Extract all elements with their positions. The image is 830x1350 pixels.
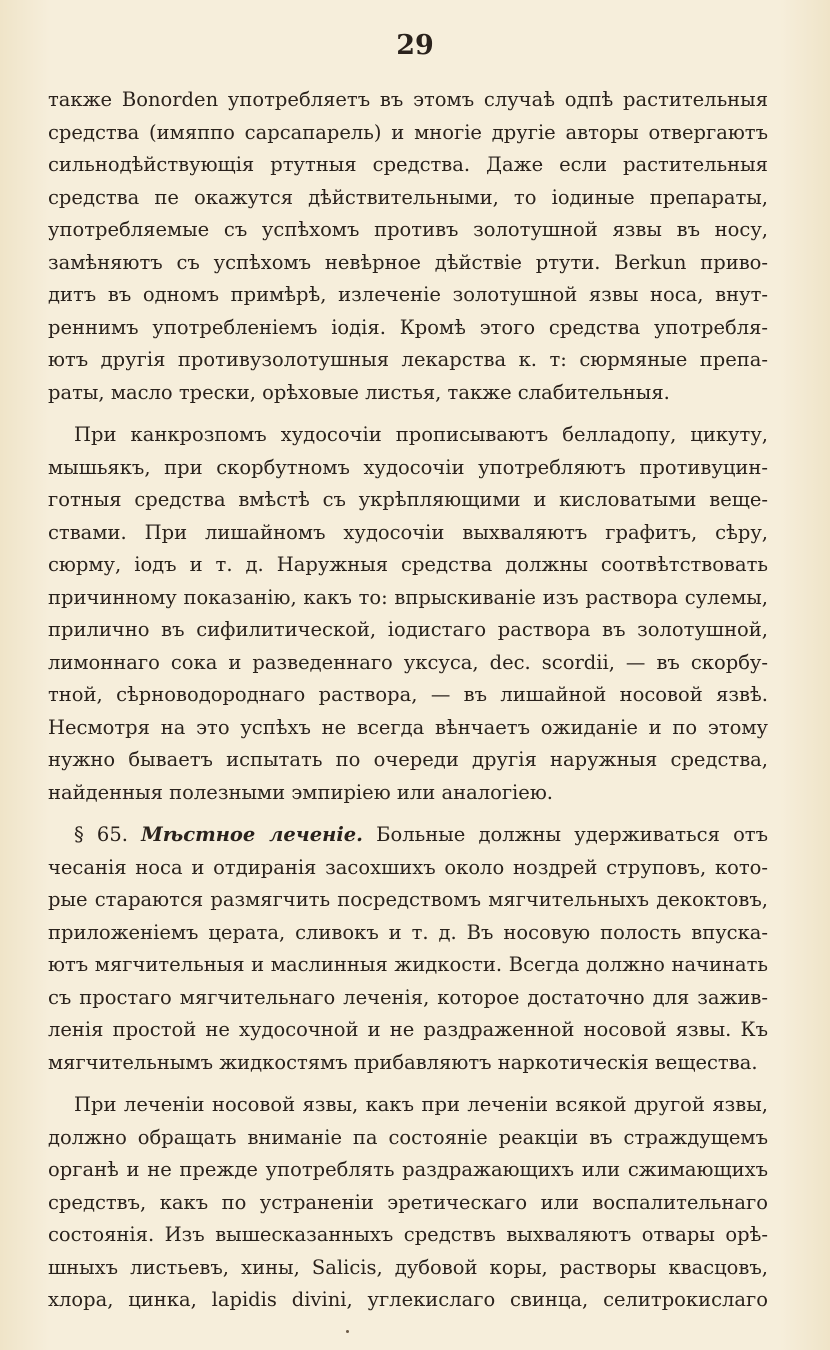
section-heading-line	[48, 819, 768, 852]
page-number: 29	[396, 30, 434, 61]
paragraph-2	[48, 419, 768, 809]
text-line: прилично въ сифилитической, іодистаго раствора въ золотушной,	[48, 618, 768, 641]
text-line: приложеніемъ церата, сливокъ и т. д. Въ носовую полость впуска-	[48, 920, 768, 944]
text-line: хлора, цинка, lapidis divini, углекислаго свинца, селитрокислаго	[48, 1288, 768, 1311]
print-speck	[346, 1330, 349, 1333]
paragraph-1	[48, 84, 768, 409]
text-line: сюрму, іодъ и т. д. Наружныя средства должны соотвѣтствовать	[48, 553, 768, 576]
text-line: мышьякъ, при скорбутномъ худосочіи употребляютъ противуцин-	[48, 455, 768, 479]
text-line: шныхъ листьевъ, хины, Salicis, дубовой коры, растворы квасцовъ,	[48, 1255, 768, 1279]
text-line: должно обращать вниманіе па состояніе реакціи въ страждущемъ	[48, 1125, 768, 1149]
text-line: Несмотря на это успѣхъ не всегда вѣнчаетъ ожиданіе и по этому	[48, 715, 768, 739]
text-line: раты, масло трески, орѣховые листья, также слабительныя.	[48, 380, 670, 404]
text-line: рые стараются размягчить посредствомъ мягчительныхъ декоктовъ,	[48, 888, 768, 911]
text-line: съ простаго мягчительнаго леченія, которое достаточно для зажив-	[48, 985, 768, 1009]
text-line: дитъ въ одномъ примѣрѣ, излеченіе золотушной язвы носа, внут-	[48, 283, 768, 306]
text-line: найденныя полезными эмпиріею или аналогіею.	[48, 780, 554, 804]
text-line: также Bonorden употребляетъ въ этомъ случаѣ одпѣ растительныя	[48, 88, 768, 111]
text-line: сильнодѣйствующія ртутныя средства. Даже если растительныя	[48, 153, 768, 176]
text-line: состоянія. Изъ вышесказанныхъ средствъ выхваляютъ отвары орѣ-	[48, 1223, 768, 1246]
text-line: лимоннаго сока и разведеннаго уксуса, dec. scordii, — въ скорбу-	[48, 650, 768, 674]
text-line: замѣняютъ съ успѣхомъ невѣрное дѣйствіе ртути. Berkun приво-	[48, 250, 768, 274]
text-line: средствъ, какъ по устраненіи эретическаго или воспалительнаго	[48, 1190, 768, 1214]
text-line: При леченіи носовой язвы, какъ при леченіи всякой другой язвы,	[74, 1093, 768, 1116]
section-title: Мѣстное леченіе.	[141, 823, 363, 846]
section-label: § 65.	[74, 823, 128, 846]
text-line: средства (имяппо сарсапарель) и многіе другіе авторы отвергаютъ	[48, 120, 768, 144]
text-line: ютъ другія противузолотушныя лекарства к. т: сюрмяные препа-	[48, 348, 768, 371]
text-line: органѣ и не прежде употреблять раздражающихъ или сжимающихъ	[48, 1158, 768, 1181]
text-line: ютъ мягчительныя и маслинныя жидкости. Всегда должно начинать	[48, 953, 768, 976]
text-line: При канкрозпомъ худосочіи прописываютъ белладопу, цикуту,	[74, 423, 768, 446]
text-line: готныя средства вмѣстѣ съ укрѣпляющими и кисловатыми веще-	[48, 488, 768, 511]
text-line: ствами. При лишайномъ худосочіи выхваляютъ графитъ, сѣру,	[48, 520, 768, 544]
text-line: реннимъ употребленіемъ іодія. Кромѣ этого средства употребля-	[48, 315, 768, 339]
text-line: ленія простой не худосочной и не раздраженной носовой язвы. Къ	[48, 1018, 768, 1041]
text-line: мягчительнымъ жидкостямъ прибавляютъ наркотическія вещества.	[48, 1050, 758, 1074]
paragraph-4	[48, 1089, 768, 1317]
body-text	[48, 84, 768, 1327]
text-line: чесанія носа и отдиранія засохшихъ около ноздрей струповъ, кото-	[48, 855, 768, 879]
paragraph-3	[48, 819, 768, 1079]
section-first-line: Больные должны удерживаться отъ	[376, 823, 768, 846]
text-line: средства пе окажутся дѣйствительными, то іодиные препараты,	[48, 185, 768, 209]
text-line: нужно бываетъ испытать по очереди другія наружныя средства,	[48, 748, 768, 771]
text-line: употребляемые съ успѣхомъ противъ золотушной язвы въ носу,	[48, 218, 768, 241]
text-line: тной, сѣрноводороднаго раствора, — въ лишайной носовой язвѣ.	[48, 683, 768, 706]
text-line: причинному показанію, какъ то: впрыскиваніе изъ раствора сулемы,	[48, 585, 768, 609]
